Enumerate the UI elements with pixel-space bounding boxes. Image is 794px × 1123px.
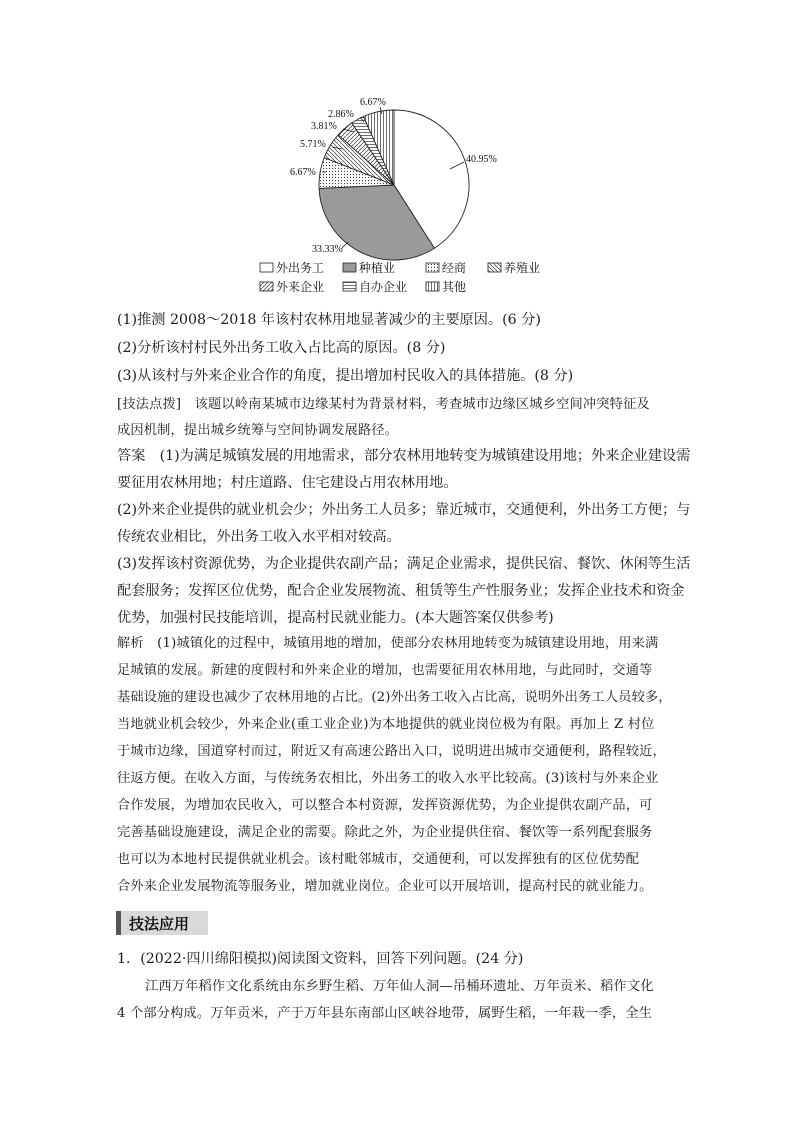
legend-label: 经商 bbox=[442, 261, 467, 275]
analysis-line-7: 合作发展，为增加农民收入，可以整合本村资源，发挥资源优势，为企业提供农副产品，可 bbox=[117, 798, 653, 813]
exercise-paragraph-line-2: 4 个部分构成。万年贡米，产于万年县东南部山区峡谷地带，属野生稻，一年栽一季，全生 bbox=[117, 1006, 653, 1021]
legend-label: 外出务工 bbox=[276, 261, 325, 275]
analysis-line-4: 当地就业机会较少，外来企业(重工业企业)为本地提供的就业岗位极为有限。再加上 Z 村位 bbox=[117, 717, 655, 732]
answer-line-1: 答案 (1)为满足城镇发展的用地需求，部分农林用地转变为城镇建设用地；外来企业建设需 bbox=[117, 448, 691, 464]
question-1: (1)推测 2008～2018 年该村农林用地显著减少的主要原因。(6 分) bbox=[117, 312, 541, 328]
legend-label: 自办企业 bbox=[359, 280, 408, 294]
legend-swatch bbox=[260, 282, 273, 291]
exercise-paragraph-line-1: 江西万年稻作文化系统由东乡野生稻、万年仙人洞—吊桶环遗址、万年贡米、稻作文化 bbox=[145, 979, 654, 994]
answer-line-5: (3)发挥该村资源优势，为企业提供农副产品；满足企业需求，提供民宿、餐饮、休闲等生活 bbox=[117, 556, 691, 572]
slice-value-label: 6.67% bbox=[290, 167, 316, 178]
legend-swatch bbox=[343, 282, 356, 291]
analysis-line-10: 合外来企业发展物流等服务业，增加就业岗位。企业可以开展培训，提高村民的就业能力。 bbox=[117, 879, 653, 894]
section-heading-title: 技法应用 bbox=[129, 914, 190, 933]
tips-line-2: 成因机制，提出城乡统筹与空间协调发展路径。 bbox=[117, 423, 399, 438]
pie-chart bbox=[250, 92, 550, 304]
section-heading-bar bbox=[116, 911, 121, 935]
analysis-line-1: 解析 (1)城镇化的过程中，城镇用地的增加，使部分农林用地转变为城镇建设用地，用来满 bbox=[117, 636, 659, 651]
slice-leader-line bbox=[342, 242, 348, 248]
answer-line-4: 传统农业相比，外出务工收入水平相对较高。 bbox=[117, 529, 401, 545]
legend-label: 其他 bbox=[442, 280, 467, 294]
answer-line-6: 配套服务；发挥区位优势，配合企业发展物流、租赁等生产性服务业；发挥企业技术和资金 bbox=[117, 583, 685, 599]
analysis-line-5: 于城市边缘，国道穿村而过，附近又有高速公路出入口，说明进出城市交通便利，路程较近， bbox=[117, 744, 666, 759]
analysis-line-9: 也可以为本地村民提供就业机会。该村毗邻城市，交通便利，可以发挥独有的区位优势配 bbox=[117, 852, 640, 867]
analysis-line-2: 足城镇的发展。新建的度假村和外来企业的增加，也需要征用农林用地，与此同时，交通等 bbox=[117, 663, 653, 678]
analysis-line-3: 基础设施的建设也减少了农林用地的占比。(2)外出务工收入占比高，说明外出务工人员较多， bbox=[117, 690, 672, 705]
legend-label: 外来企业 bbox=[276, 280, 325, 294]
answer-line-2: 要征用农林用地；村庄道路、住宅建设占用农林用地。 bbox=[117, 475, 458, 491]
legend-swatch bbox=[343, 263, 356, 272]
pie-slices bbox=[319, 110, 469, 260]
slice-value-label: 33.33% bbox=[312, 244, 343, 255]
answer-line-3: (2)外来企业提供的就业机会少；外出务工人员多；靠近城市，交通便利，外出务工方便；与 bbox=[117, 502, 691, 518]
slice-value-label: 40.95% bbox=[466, 154, 497, 165]
tips-line-1: [技法点拨] 该题以岭南某城市边缘某村为背景材料，考查城市边缘区城乡空间冲突特征及 bbox=[117, 397, 650, 412]
legend-label: 养殖业 bbox=[504, 261, 541, 275]
analysis-line-8: 完善基础设施建设，满足企业的需要。除此之外，为企业提供住宿、餐饮等一系列配套服务 bbox=[117, 825, 653, 840]
pie-legend bbox=[260, 260, 540, 294]
slice-value-label: 3.81% bbox=[311, 121, 337, 132]
legend-label: 种植业 bbox=[359, 261, 396, 275]
slice-value-label: 6.67% bbox=[360, 97, 386, 108]
legend-swatch bbox=[260, 263, 273, 272]
exercise-question: 1．(2022·四川绵阳模拟)阅读图文资料，回答下列问题。(24 分) bbox=[117, 951, 524, 967]
slice-value-label: 2.86% bbox=[328, 109, 354, 120]
legend-swatch bbox=[488, 263, 501, 272]
slice-value-label: 5.71% bbox=[300, 139, 326, 150]
section-heading bbox=[116, 911, 208, 935]
answer-line-7: 优势，加强村民技能培训，提高村民就业能力。(本大题答案仅供参考) bbox=[117, 610, 554, 626]
question-3: (3)从该村与外来企业合作的角度，提出增加村民收入的具体措施。(8 分) bbox=[117, 368, 574, 384]
analysis-line-6: 往返方便。在收入方面，与传统务农相比，外出务工的收入水平比较高。(3)该村与外来企业 bbox=[117, 771, 659, 786]
legend-swatch bbox=[426, 263, 439, 272]
legend-swatch bbox=[426, 282, 439, 291]
question-2: (2)分析该村村民外出务工收入占比高的原因。(8 分) bbox=[117, 340, 446, 356]
